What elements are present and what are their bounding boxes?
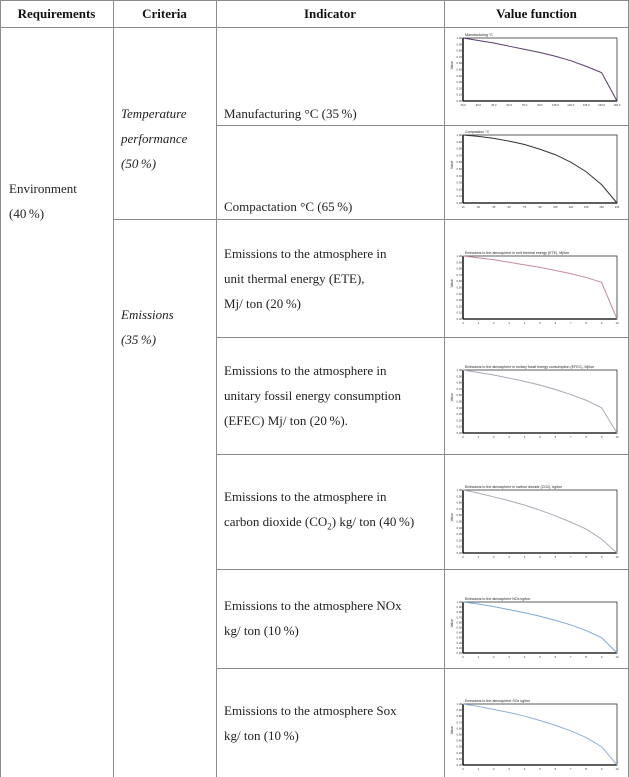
svg-text:3: 3 <box>508 321 510 325</box>
svg-text:7: 7 <box>570 767 572 771</box>
svg-text:0,70: 0,70 <box>456 386 462 391</box>
svg-text:Value: Value <box>450 726 454 735</box>
svg-text:0,20: 0,20 <box>456 187 462 192</box>
indicator-line: (EFEC) Mj/ ton (20 %). <box>224 413 348 428</box>
svg-text:15: 15 <box>461 205 465 209</box>
svg-text:0,50: 0,50 <box>456 399 462 404</box>
svg-text:0,80: 0,80 <box>456 266 462 271</box>
svg-text:2: 2 <box>493 655 495 659</box>
value-function-chart-compaction <box>449 128 625 213</box>
column-divider <box>444 0 445 777</box>
svg-text:0: 0 <box>462 655 464 659</box>
svg-text:4: 4 <box>523 767 526 771</box>
svg-text:0,10: 0,10 <box>456 194 462 199</box>
svg-text:120,0: 120,0 <box>567 103 575 107</box>
svg-text:0,40: 0,40 <box>456 630 462 635</box>
row-divider <box>216 337 629 338</box>
svg-text:6: 6 <box>554 321 557 325</box>
svg-text:3: 3 <box>508 655 510 659</box>
svg-text:0,90: 0,90 <box>456 42 462 47</box>
svg-text:9: 9 <box>600 767 603 771</box>
indicator-line: Manufacturing °C (35 %) <box>224 106 357 121</box>
row-divider <box>216 668 629 669</box>
svg-text:0,90: 0,90 <box>456 260 462 265</box>
svg-text:1,00: 1,00 <box>456 488 462 492</box>
svg-text:0,80: 0,80 <box>456 380 462 385</box>
svg-text:10: 10 <box>615 767 619 771</box>
svg-text:0,70: 0,70 <box>456 720 462 725</box>
value-function-chart-efec <box>449 363 625 443</box>
svg-text:10: 10 <box>615 435 619 439</box>
svg-text:Emissions to the atmosphere in: Emissions to the atmosphere in unit thermal energy (ETE), Mj/ton <box>465 251 570 255</box>
value-function-chart-nox <box>449 595 625 663</box>
svg-text:Emissions to the atmosphere in: Emissions to the atmosphere in carbon dioxide (CO2), kg/ton <box>465 485 563 489</box>
indicator-nox <box>224 593 402 643</box>
svg-text:0,70: 0,70 <box>456 153 462 158</box>
svg-text:0,50: 0,50 <box>456 167 462 171</box>
svg-text:0,10: 0,10 <box>456 756 462 761</box>
value-function-chart-ete <box>449 249 625 329</box>
svg-text:8: 8 <box>585 435 587 439</box>
svg-text:8: 8 <box>585 655 587 659</box>
svg-text:Compaction °C: Compaction °C <box>465 130 490 134</box>
svg-text:0,40: 0,40 <box>456 405 462 410</box>
svg-text:Value: Value <box>450 279 454 288</box>
svg-text:0,20: 0,20 <box>456 418 462 423</box>
requirement-label: Environment <box>9 181 77 196</box>
svg-text:135: 135 <box>583 205 589 209</box>
criterion-weight: (50 %) <box>121 156 157 171</box>
svg-text:0,40: 0,40 <box>456 738 462 743</box>
svg-text:0,00: 0,00 <box>456 651 462 655</box>
row-divider <box>113 219 629 220</box>
svg-text:4: 4 <box>523 655 526 659</box>
svg-text:6: 6 <box>554 435 557 439</box>
svg-text:0,50: 0,50 <box>456 285 462 290</box>
indicator-line: Mj/ ton (20 %) <box>224 296 301 311</box>
svg-text:1: 1 <box>477 435 480 439</box>
svg-text:75,0: 75,0 <box>521 103 528 107</box>
svg-text:0,30: 0,30 <box>456 744 462 749</box>
svg-text:0,90: 0,90 <box>456 139 462 144</box>
svg-text:0,00: 0,00 <box>456 99 462 103</box>
svg-text:4: 4 <box>523 555 526 559</box>
requirement-cell <box>9 176 77 226</box>
indicator-co2 <box>224 484 414 540</box>
indicator-efec <box>224 358 401 433</box>
requirement-weight: (40 %) <box>9 206 45 221</box>
svg-text:0,60: 0,60 <box>456 160 462 165</box>
svg-text:0,10: 0,10 <box>456 310 462 315</box>
svg-text:0,80: 0,80 <box>456 714 462 719</box>
svg-text:0,90: 0,90 <box>456 708 462 713</box>
svg-text:0,40: 0,40 <box>456 291 462 296</box>
svg-text:6: 6 <box>554 767 557 771</box>
svg-text:120: 120 <box>568 205 574 209</box>
criterion-label: Temperature <box>121 106 187 121</box>
svg-text:1,00: 1,00 <box>456 600 462 604</box>
indicator-line: unit thermal energy (ETE), <box>224 271 365 286</box>
criterion-label: performance <box>121 131 188 146</box>
svg-text:0,90: 0,90 <box>456 374 462 379</box>
svg-text:6: 6 <box>554 655 557 659</box>
svg-text:Value: Value <box>450 513 454 522</box>
svg-text:0,50: 0,50 <box>456 625 462 630</box>
svg-text:0,60: 0,60 <box>456 279 462 284</box>
svg-text:45: 45 <box>492 205 496 209</box>
header-requirements: Requirements <box>17 6 96 21</box>
svg-text:0,40: 0,40 <box>456 525 462 530</box>
criterion-weight: (35 %) <box>121 332 157 347</box>
svg-text:8: 8 <box>585 555 587 559</box>
value-function-chart-co2 <box>449 483 625 563</box>
svg-text:1,00: 1,00 <box>456 133 462 137</box>
svg-text:0,30: 0,30 <box>456 180 462 185</box>
svg-text:165: 165 <box>614 205 620 209</box>
svg-text:4: 4 <box>523 321 526 325</box>
svg-text:1,00: 1,00 <box>456 36 462 40</box>
criterion-label: Emissions <box>121 307 174 322</box>
svg-text:0,20: 0,20 <box>456 538 462 543</box>
row-divider <box>216 569 629 570</box>
svg-text:2: 2 <box>493 435 495 439</box>
svg-text:0: 0 <box>462 767 464 771</box>
svg-text:3: 3 <box>508 435 510 439</box>
svg-text:0,40: 0,40 <box>456 73 462 78</box>
svg-text:0,70: 0,70 <box>456 615 462 620</box>
svg-text:0,30: 0,30 <box>456 80 462 85</box>
column-divider <box>216 0 217 777</box>
header-criteria: Criteria <box>142 6 187 21</box>
svg-text:0,80: 0,80 <box>456 146 462 151</box>
svg-text:135,0: 135,0 <box>582 103 590 107</box>
svg-text:3: 3 <box>508 767 510 771</box>
svg-text:Value: Value <box>450 61 454 70</box>
svg-text:7: 7 <box>570 321 572 325</box>
svg-text:6: 6 <box>554 555 557 559</box>
indicator-line <box>224 509 414 540</box>
value-function-chart-sox <box>449 697 625 775</box>
indicator-line: Emissions to the atmosphere NOx <box>224 598 402 613</box>
svg-text:1: 1 <box>477 655 480 659</box>
svg-text:0,00: 0,00 <box>456 551 462 555</box>
svg-text:30: 30 <box>476 205 480 209</box>
indicator-line: kg/ ton (10 %) <box>224 623 299 638</box>
svg-text:0,30: 0,30 <box>456 532 462 537</box>
svg-text:0,10: 0,10 <box>456 544 462 549</box>
svg-text:Value: Value <box>450 393 454 402</box>
svg-text:4: 4 <box>523 435 526 439</box>
svg-text:0,50: 0,50 <box>456 67 462 72</box>
header-indicator: Indicator <box>304 6 356 21</box>
svg-text:0,50: 0,50 <box>456 519 462 524</box>
svg-text:5: 5 <box>539 321 541 325</box>
svg-text:1: 1 <box>477 321 480 325</box>
svg-text:0,20: 0,20 <box>456 640 462 645</box>
svg-text:0,20: 0,20 <box>456 304 462 309</box>
co2-subscript: 2 <box>327 521 332 532</box>
svg-text:75: 75 <box>523 205 527 209</box>
svg-text:0,20: 0,20 <box>456 86 462 91</box>
svg-text:0,10: 0,10 <box>456 424 462 429</box>
svg-text:2: 2 <box>493 555 495 559</box>
svg-text:Value: Value <box>450 619 454 628</box>
svg-text:0,00: 0,00 <box>456 201 462 205</box>
indicator-line: Emissions to the atmosphere in <box>224 489 387 504</box>
svg-text:0,60: 0,60 <box>456 513 462 518</box>
svg-text:150: 150 <box>599 205 604 209</box>
svg-text:0,00: 0,00 <box>456 763 462 767</box>
svg-text:9: 9 <box>600 435 603 439</box>
svg-text:10: 10 <box>615 555 619 559</box>
svg-text:1,00: 1,00 <box>456 254 462 258</box>
svg-text:0,60: 0,60 <box>456 620 462 625</box>
value-function-chart-manufacturing <box>449 31 625 111</box>
svg-text:150,0: 150,0 <box>598 103 606 107</box>
svg-text:9: 9 <box>600 655 603 659</box>
svg-text:45,0: 45,0 <box>491 103 497 107</box>
svg-text:0,80: 0,80 <box>456 48 462 53</box>
svg-text:10: 10 <box>615 655 619 659</box>
svg-text:5: 5 <box>539 655 541 659</box>
svg-text:7: 7 <box>570 435 572 439</box>
indicator-ete <box>224 241 386 316</box>
co2-text: carbon dioxide (CO <box>224 514 328 529</box>
svg-text:5: 5 <box>539 435 541 439</box>
column-divider <box>113 0 114 777</box>
svg-text:105,0: 105,0 <box>551 103 559 107</box>
svg-text:0,70: 0,70 <box>456 54 462 59</box>
svg-text:0,00: 0,00 <box>456 431 462 435</box>
svg-text:0,10: 0,10 <box>456 92 462 97</box>
svg-text:2: 2 <box>493 321 495 325</box>
svg-text:Emissions to the atmosphere in: Emissions to the atmosphere in unitary fossil energy consumption (EFEC), Mj/ton <box>465 365 595 369</box>
svg-text:7: 7 <box>570 655 572 659</box>
svg-text:105: 105 <box>553 205 558 209</box>
svg-text:165,0: 165,0 <box>613 103 621 107</box>
indicator-compactation <box>224 194 352 219</box>
svg-text:0: 0 <box>462 555 464 559</box>
svg-text:0,20: 0,20 <box>456 750 462 755</box>
svg-text:0,80: 0,80 <box>456 610 462 615</box>
svg-text:0,30: 0,30 <box>456 298 462 303</box>
svg-text:1: 1 <box>477 767 480 771</box>
svg-text:30,0: 30,0 <box>475 103 482 107</box>
svg-text:90: 90 <box>538 205 542 209</box>
svg-text:1,00: 1,00 <box>456 702 462 706</box>
svg-text:60,0: 60,0 <box>506 103 512 107</box>
svg-text:0,80: 0,80 <box>456 500 462 505</box>
svg-text:0,60: 0,60 <box>456 726 462 731</box>
svg-text:0,40: 0,40 <box>456 173 462 178</box>
svg-text:90,0: 90,0 <box>537 103 543 107</box>
svg-text:0,70: 0,70 <box>456 506 462 511</box>
svg-text:Value: Value <box>450 160 454 169</box>
svg-text:0,70: 0,70 <box>456 272 462 277</box>
svg-text:1,00: 1,00 <box>456 368 462 372</box>
indicator-manufacturing <box>224 101 357 126</box>
svg-text:5: 5 <box>539 767 541 771</box>
svg-text:1: 1 <box>477 555 480 559</box>
indicator-sox <box>224 698 397 748</box>
svg-text:0,50: 0,50 <box>456 732 462 737</box>
svg-text:3: 3 <box>508 555 510 559</box>
svg-text:10: 10 <box>615 321 619 325</box>
svg-text:9: 9 <box>600 555 603 559</box>
svg-text:0,90: 0,90 <box>456 605 462 610</box>
criterion-emissions <box>121 302 174 352</box>
svg-text:60: 60 <box>507 205 511 209</box>
svg-text:8: 8 <box>585 767 587 771</box>
svg-text:Emissions to the atmosphere NO: Emissions to the atmosphere NOx kg/ton <box>465 597 531 601</box>
svg-text:0: 0 <box>462 435 464 439</box>
header-value-function: Value function <box>496 6 577 21</box>
svg-text:0,30: 0,30 <box>456 412 462 417</box>
svg-text:15,0: 15,0 <box>460 103 466 107</box>
indicator-line: Emissions to the atmosphere Sox <box>224 703 397 718</box>
svg-text:0,90: 0,90 <box>456 494 462 499</box>
svg-text:0,60: 0,60 <box>456 393 462 398</box>
indicator-line: unitary fossil energy consumption <box>224 388 402 403</box>
co2-unit: ) kg/ ton (40 %) <box>331 514 415 529</box>
svg-text:0: 0 <box>462 321 464 325</box>
indicator-line: kg/ ton (10 %) <box>224 728 299 743</box>
criterion-temperature <box>121 101 187 176</box>
svg-text:0,60: 0,60 <box>456 61 462 66</box>
indicator-line: Emissions to the atmosphere in <box>224 363 387 378</box>
svg-text:8: 8 <box>585 321 587 325</box>
indicator-line: Compactation °C (65 %) <box>224 199 353 214</box>
svg-text:2: 2 <box>493 767 495 771</box>
svg-text:0,00: 0,00 <box>456 317 462 321</box>
svg-text:7: 7 <box>570 555 572 559</box>
svg-text:0,10: 0,10 <box>456 645 462 650</box>
row-divider <box>216 454 629 455</box>
svg-text:Emissions to the atmosphere SO: Emissions to the atmosphere SOx kg/ton <box>465 699 531 703</box>
svg-text:5: 5 <box>539 555 541 559</box>
svg-text:9: 9 <box>600 321 603 325</box>
svg-text:0,30: 0,30 <box>456 635 462 640</box>
table-left-border <box>0 0 1 777</box>
indicator-line: Emissions to the atmosphere in <box>224 246 387 261</box>
svg-text:Manufacturing °C: Manufacturing °C <box>465 33 493 37</box>
